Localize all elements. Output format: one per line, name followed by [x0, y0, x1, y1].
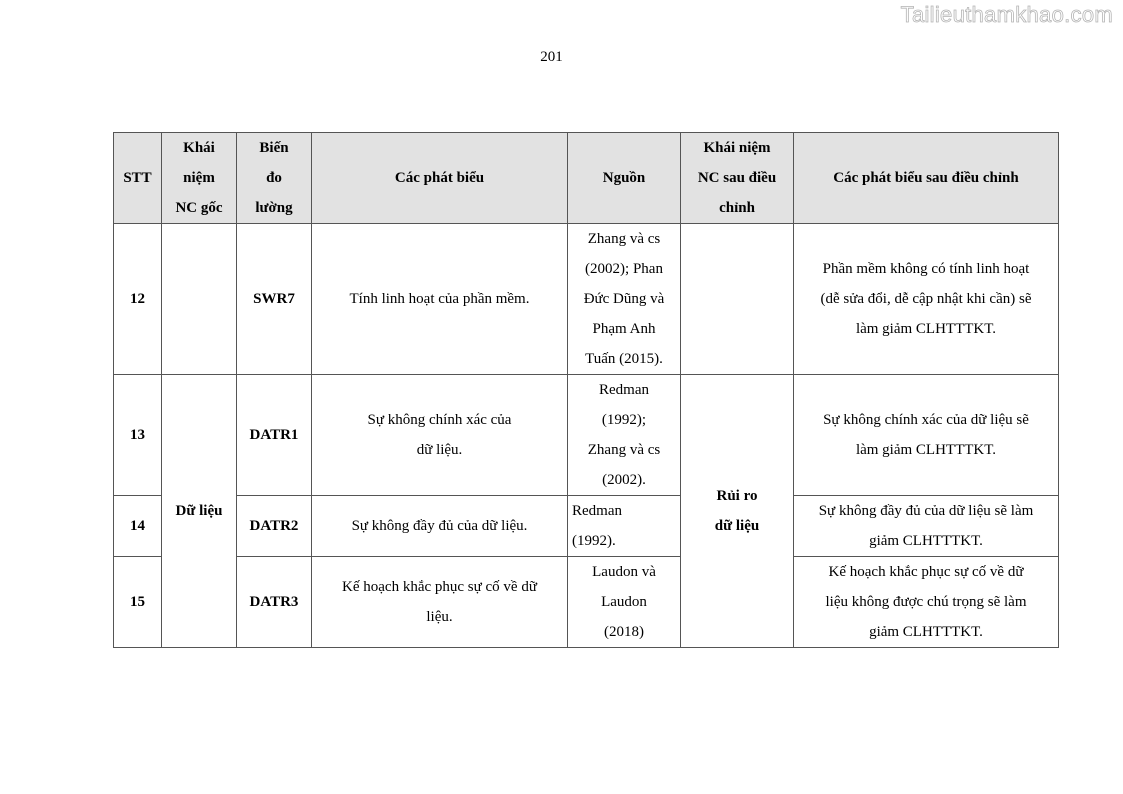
table-row: [114, 557, 1059, 648]
watermark-text: Tailieuthamkhao.com: [900, 2, 1113, 27]
row-original-concept: [162, 224, 237, 375]
header-adjusted-statements: Các phát biểu sau điều chỉnh: [794, 133, 1059, 224]
cell-line: giảm CLHTTTKT.: [869, 624, 983, 640]
header-line: Khái: [183, 140, 215, 156]
cell-line: dữ liệu.: [416, 442, 463, 458]
cell-line: (dễ sửa đổi, dễ cập nhật khi cần) sẽ: [820, 291, 1032, 307]
row-stt: 12: [114, 224, 162, 375]
header-variable: [237, 133, 312, 224]
group-original-concept: Dữ liệu: [162, 375, 237, 648]
row-statement: [312, 557, 568, 648]
row-source: [568, 224, 681, 375]
row-stt: 14: [114, 496, 162, 557]
group-adjusted-concept: [681, 375, 794, 648]
row-variable: DATR1: [237, 375, 312, 496]
table-row: [114, 496, 1059, 557]
cell-line: Sự không chính xác của: [367, 412, 512, 428]
row-adjusted-statement: [794, 496, 1059, 557]
row-stt: 13: [114, 375, 162, 496]
table-row: [114, 224, 1059, 375]
header-line: Biến: [259, 140, 289, 156]
cell-line: Laudon và: [592, 564, 656, 580]
cell-line: Sự không đầy đủ của dữ liệu sẽ làm: [818, 503, 1034, 519]
row-variable: DATR2: [237, 496, 312, 557]
page-number: 201: [540, 49, 563, 65]
row-statement: [312, 496, 568, 557]
row-variable: SWR7: [237, 224, 312, 375]
header-line: chỉnh: [719, 200, 755, 216]
cell-line: Kế hoạch khắc phục sự cố về dữ: [828, 564, 1024, 580]
cell-line: Đức Dũng và: [583, 291, 665, 307]
row-stt: 15: [114, 557, 162, 648]
header-line: NC gốc: [175, 200, 223, 216]
header-adjusted-concept: [681, 133, 794, 224]
cell-line: dữ liệu: [714, 518, 760, 534]
row-source: [568, 375, 681, 496]
cell-line: Sự không chính xác của dữ liệu sẽ: [823, 412, 1029, 428]
row-statement: [312, 224, 568, 375]
cell-line: làm giảm CLHTTTKT.: [855, 321, 997, 337]
cell-line: Zhang và cs: [587, 231, 661, 247]
cell-line: Rủi ro: [716, 488, 758, 504]
row-adjusted-statement: [794, 557, 1059, 648]
header-line: niệm: [183, 170, 215, 186]
cell-line: (1992).: [572, 533, 616, 549]
cell-line: (2002).: [602, 472, 646, 488]
header-line: đo: [266, 170, 282, 186]
cell-line: Tuấn (2015).: [585, 351, 663, 367]
row-variable: DATR3: [237, 557, 312, 648]
cell-line: Phạm Anh: [592, 321, 656, 337]
measurement-table: [113, 132, 1059, 648]
cell-line: (2002); Phan: [585, 261, 663, 277]
cell-line: Redman: [572, 503, 622, 519]
cell-line: Sự không đầy đủ của dữ liệu.: [351, 518, 528, 534]
header-line: Khái niệm: [703, 140, 771, 156]
cell-line: Tính linh hoạt của phần mềm.: [349, 291, 530, 307]
cell-line: Kế hoạch khắc phục sự cố về dữ: [342, 579, 537, 595]
header-original-concept: [162, 133, 237, 224]
row-adjusted-concept: [681, 224, 794, 375]
cell-line: liệu không được chú trọng sẽ làm: [825, 594, 1027, 610]
row-adjusted-statement: [794, 375, 1059, 496]
cell-line: (1992);: [601, 412, 647, 428]
row-source: [568, 496, 681, 557]
table-header-row: [114, 133, 1059, 224]
header-statements: Các phát biểu: [312, 133, 568, 224]
cell-line: Redman: [599, 382, 649, 398]
header-source: Nguồn: [568, 133, 681, 224]
header-line: NC sau điều: [697, 170, 777, 186]
header-stt: STT: [114, 133, 162, 224]
table-row: [114, 375, 1059, 496]
cell-line: Zhang và cs: [587, 442, 661, 458]
cell-line: làm giảm CLHTTTKT.: [855, 442, 997, 458]
row-statement: [312, 375, 568, 496]
row-adjusted-statement: [794, 224, 1059, 375]
row-source: [568, 557, 681, 648]
cell-line: giảm CLHTTTKT.: [869, 533, 983, 549]
cell-line: (2018): [604, 624, 644, 640]
cell-line: Laudon: [601, 594, 647, 610]
header-line: lường: [255, 200, 293, 216]
cell-line: liệu.: [426, 609, 453, 625]
cell-line: Phần mềm không có tính linh hoạt: [822, 261, 1030, 277]
